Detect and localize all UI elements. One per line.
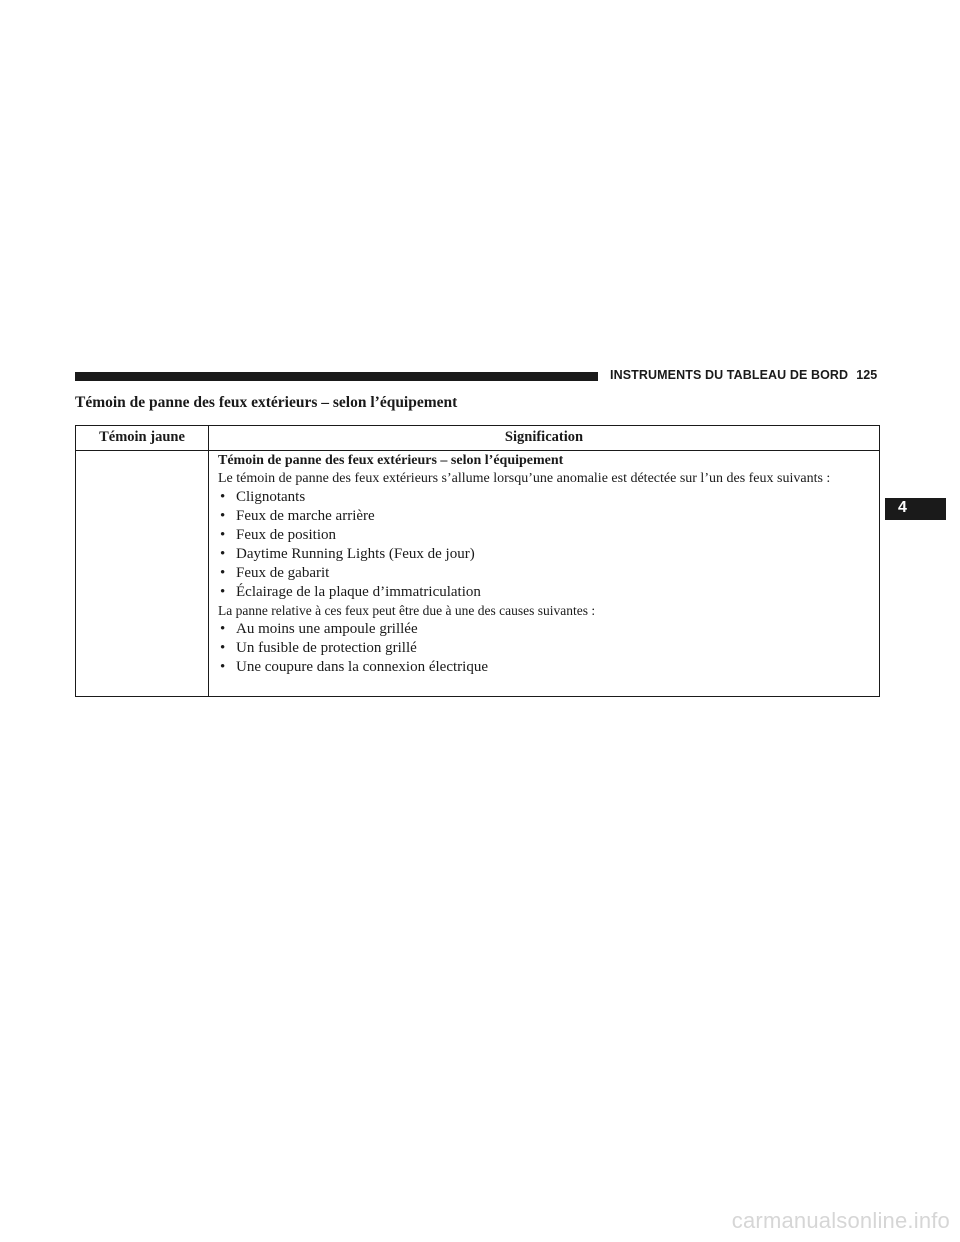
section-title: Témoin de panne des feux extérieurs – selon l’équipement (75, 394, 458, 411)
meaning-cell (218, 452, 868, 677)
bullet-icon: • (220, 508, 226, 524)
list-item: • Feux de marche arrière (220, 508, 375, 524)
header-rule (75, 372, 598, 381)
header-section-name: INSTRUMENTS DU TABLEAU DE BORD (610, 368, 849, 382)
bullet-icon: • (220, 489, 226, 505)
table-header-indicator: Témoin jaune (99, 429, 185, 445)
indicator-table (75, 425, 880, 697)
bullet-icon: • (220, 659, 226, 675)
chapter-tab (885, 498, 946, 520)
list-item: • Éclairage de la plaque d’immatriculation (220, 584, 481, 600)
list-item: • Feux de position (220, 527, 336, 543)
bullet-icon: • (220, 527, 226, 543)
bullet-icon: • (220, 640, 226, 656)
lights-list (218, 488, 868, 602)
bullet-icon: • (220, 565, 226, 581)
bullet-icon: • (220, 621, 226, 637)
bullet-icon: • (220, 584, 226, 600)
list-item: • Une coupure dans la connexion électrique (220, 659, 488, 675)
causes-list (218, 620, 868, 677)
running-header (610, 368, 877, 382)
list-item: • Au moins une ampoule grillée (220, 621, 418, 637)
page-number: 125 (856, 368, 878, 382)
bullet-icon: • (220, 546, 226, 562)
list-item: • Feux de gabarit (220, 565, 330, 581)
watermark: carmanualsonline.info (731, 1208, 950, 1233)
list-item: • Daytime Running Lights (Feux de jour) (220, 546, 475, 562)
list-item: • Clignotants (220, 489, 306, 505)
causes-intro: La panne relative à ces feux peut être due à une des causes suivantes : (218, 603, 596, 618)
list-item: • Un fusible de protection grillé (220, 640, 417, 656)
table-header-divider (76, 450, 879, 451)
table-header-meaning: Signification (504, 429, 584, 445)
table-column-divider (208, 426, 209, 696)
cell-intro: Le témoin de panne des feux extérieurs s’allume lorsqu’une anomalie est détectée sur l’un des feux suivants : (218, 471, 831, 486)
cell-title: Témoin de panne des feux extérieurs – selon l’équipement (218, 453, 564, 468)
chapter-number: 4 (898, 499, 907, 516)
